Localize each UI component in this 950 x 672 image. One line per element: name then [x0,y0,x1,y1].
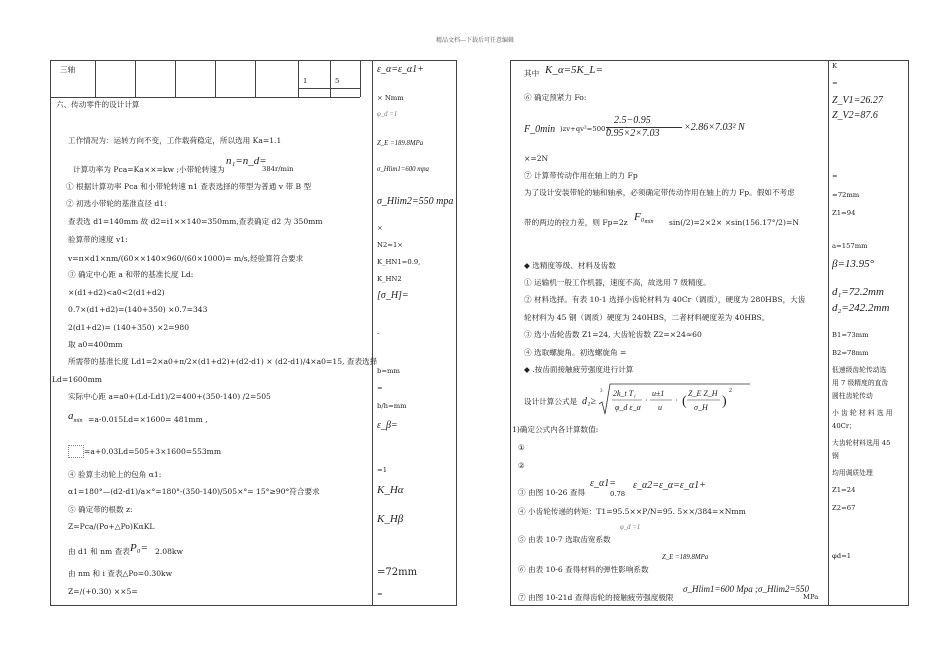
side-value: = [832,172,838,180]
table-cell-divider [175,60,176,97]
side-value: = [377,590,383,598]
side-value: Z1=24 [832,486,856,494]
body-line: 为了设计安装带轮的轴和轴承，必须确定带传动作用在轴上的力 Fp。假如不考虑 [524,188,795,197]
formula-paren-left: ( [682,394,687,409]
body-line: sin(/2)=2×2× ×sin(156.17°/2)=N [669,218,799,227]
side-value: σ_Hlim1=600 mpa [377,166,429,173]
body-line: ⑤ 确定带的根数 z: [68,505,133,514]
body-line: 其中 [524,69,540,78]
body-line: ① 根据计算功率 Pca 和小带轮转速 n1 查表选择的带型为普通 v 带 B 型 [66,182,312,191]
formula-root-index: 3 [600,389,603,394]
table-inner-line [298,88,360,89]
formula-exponent: 2 [729,388,732,394]
formula-num1: 2k_t T₁ [613,389,637,398]
body-line: 实际中心距 a=a0+(Ld-Ld1)/2=400+(350-140) /2=505 [68,392,271,401]
body-line: ×=2N [524,154,549,163]
side-value: K_Hβ [377,513,404,525]
section-heading: 六、传动零件的设计计算 [56,100,140,109]
side-value: σ_Hlim2=550 mpa [377,196,454,207]
body-line: 所需带的基准长度 Ld1=2×a0+π/2×(d1+d2)+(d2-d1) × (d2-d1)/4×a0=15, 查表选择 [68,357,378,366]
side-value: Z2=67 [832,504,856,512]
body-line: 计算功率为 Pca=Ka××=kw ;小带轮转速为 [73,165,225,174]
side-value: Z1=94 [832,209,856,217]
body-line: 工作情况为：运转方向不变，工作载荷稳定，所以选用 Ka=1.1 [68,136,282,145]
side-value: a=157mm [832,242,868,250]
formula-d1: d₁≥ [582,396,596,407]
side-value: B2=78mm [832,349,869,357]
side-value: K_HN1=0.9, [377,258,421,266]
body-line: v=π×d1×nm/(60××140×960/(60×1000)= m/s,经验算符合要求 [68,254,304,263]
formula-eps2: ε_α2=ε_α=ε_α1+ [633,480,706,491]
body-line: 轮材料为 45 钢（调质）硬度为 240HBS，二者材料硬度差为 40HBS。 [524,313,770,322]
body-line: 设计计算公式是 [524,397,578,406]
side-value: = [377,384,383,392]
formula-p0: P₀= [130,542,148,554]
table-cell-value: 5 [335,77,340,85]
formula-sigma-unit: MPa [803,593,819,601]
body-line: ⑥ 确定预紧力 Fo: [524,93,587,102]
body-line: Ld=1600mm [52,375,102,384]
side-value: 圆柱齿轮传动 [832,392,873,400]
side-value: φd=1 [832,552,852,560]
body-line: Z=/(+0.30) ××5= [68,587,138,596]
body-line: 384r/min [262,165,294,173]
right-column-divider [828,60,829,605]
side-value: 均用调质处理 [832,469,873,477]
side-value: =1 [377,466,388,474]
body-line: 查表选 d1=140mm 故 d2=i1××140=350mm,查表确定 d2 为 350mm [68,217,323,226]
table-row-label: 三轴 [60,65,76,74]
body-line: ◆ 选精度等级、材料及齿数 [524,261,616,270]
side-value: N2=1× [377,241,403,249]
formula-phi: φ_d =1 [620,524,641,531]
side-value: = [832,79,838,87]
side-value: 低速级齿轮传动选 [832,366,887,374]
side-value: φ_d =1 [377,111,398,118]
formula-fp: $F_0_{min}$ [634,211,654,226]
body-line: 由 nm 和 i 查表△Po=0.30kw [68,569,173,578]
side-value: b/h=mm [377,402,407,410]
body-line: ③ 确定中心距 a 和带的基准长度 Ld: [68,270,194,279]
formula-f0-tail: ×2.86×7.03² N [684,122,745,133]
table-cell-divider [135,60,136,97]
formula-den1: φ_d ε_α [615,403,641,412]
side-value: × Nmm [377,94,404,102]
body-line: =a+0.03Ld=505+3×1600=553mm [84,447,222,456]
formula-ze: Z_E =189.8MPa [662,554,709,561]
table-cell-divider [95,60,96,97]
side-value: K_HN2 [377,275,402,283]
body-line: ③ 由图 10-26 查得 [518,488,586,497]
table-cell-divider [298,60,299,97]
side-value: 用 7 级精度的直齿 [832,379,889,387]
body-line: ② 初选小带轮的基准直径 d1: [66,199,167,208]
formula-eps1-value: 0.78 [610,490,626,498]
body-line: ×(d1+d2)<a0<2(d1+d2) [68,288,165,297]
side-formula: ε_α=ε_α1+ [377,64,424,75]
body-line: =a-0.015Ld=×1600= 481mm , [88,415,208,424]
side-value: 钢 [832,452,839,460]
table-cell-divider [360,60,361,97]
body-line: ⑦ 由图 10-21d 查得齿轮的接触疲劳强度极限 [518,593,674,602]
table-row-bottom [50,97,360,98]
side-value: d₂=242.2mm [832,302,890,314]
side-value: ε_β= [377,420,398,431]
formula-den2: u [658,403,662,412]
body-line: 带的两边的拉力差，则 Fp=2z [524,218,628,227]
side-value: K_Hα [377,484,404,496]
body-line: 由 d1 和 nm 查表 [68,547,130,556]
body-line: ① [518,443,525,452]
body-line: ① 运输机一般工作机器，速度不高，故选用 7 级精度。 [524,278,711,287]
formula-paren-right: ) [722,394,727,409]
side-value: K [832,62,838,70]
formula-n1: n₁=n_d= [226,155,267,167]
body-line: Z=Pca/(Po+△Po)KαKL [68,522,155,531]
table-cell-divider [255,60,256,97]
side-value: b=mm [377,367,400,375]
body-line: 2(d1+d2)= (140+350) ×2=980 [68,323,190,332]
side-value: β=13.95° [832,258,875,270]
side-value: - [377,329,380,337]
side-value: 大齿轮材料选用 45 [832,439,891,447]
body-line: ④ 验算主动轮上的包角 α1: [68,470,162,479]
formula-f0min: F_0min [524,124,556,135]
body-line: ④ 小齿轮传递的转矩：T1=95.5××P/N=95. 5××/384=×Nmm [518,507,746,516]
body-line: ② 材料选择。有表 10-1 选择小齿轮材料为 40Cr（调质），硬度为 280HBS，大齿 [524,295,806,304]
equation-image-icon [68,445,84,458]
side-value: =72mm [377,567,418,578]
body-line: ⑤ 由表 10-7 选取齿宽系数 [518,535,611,544]
formula-num3: Z_E Z_H [688,389,718,398]
left-column-divider [372,60,373,605]
body-line: 验算带的速度 v1: [68,235,128,244]
formula-eps1: ε_α1= [590,478,616,489]
table-cell-divider [330,60,331,97]
body-line: ② [518,461,525,470]
side-value: Z_E =189.8MPa [377,140,424,147]
side-value: [σ_H]= [377,290,409,301]
side-value: 40Cr； [832,422,856,430]
side-value: Z_V1=26.27 [832,95,883,106]
formula-sigma: σ_Hlim1=600 Mpa ;σ_Hlim2=550 [683,584,810,594]
side-value: 小 齿 轮 材 料 选 用 [832,409,893,417]
body-line: 取 a0=400mm [68,340,123,349]
body-line: 1)确定公式内各计算数值: [512,425,599,434]
formula-k-alpha: K_α=5K_L= [545,64,603,76]
side-value: =72mm [832,191,860,199]
formula-den3: σ_H [694,403,708,412]
formula-a-min: $a_{min}$ [68,410,83,425]
formula-f0-expr: )zv+qv²=500× [560,125,612,133]
side-value: × [377,224,383,232]
side-value: d₁=72.2mm [832,286,884,298]
side-value: Z_V2=87.6 [832,110,878,121]
body-line: α1=180°—(d2-d1)/a×°=180°-(350-140)/505×°= 15°≥90°符合要求 [68,487,320,496]
body-line: ⑥ 由表 10-6 查得材料的弹性影响系数 [518,565,649,574]
formula-dot: · [645,396,648,405]
body-line: 0.7×(d1+d2)=(140+350) ×0.7=343 [68,305,208,314]
body-line: 2.08kw [155,547,184,556]
formula-fraction-numerator: 2.5−0.95 [614,115,651,126]
body-line: ③ 选小齿轮齿数 Z1=24, 大齿轮齿数 Z2=×24≈60 [524,330,702,339]
page-header: 精品文档---下载后可任意编辑 [435,37,515,44]
formula-dot: · [675,396,678,405]
formula-fraction-denominator: 0.95×2×7.03 [606,128,660,139]
design-formula-graphic [580,380,755,420]
body-line: ④ 选取螺旋角。初选螺旋角 = [524,348,627,357]
table-cell-value: 1 [303,77,308,85]
table-cell-divider [215,60,216,97]
body-line: ◆ .按齿面接触疲劳强度进行计算 [524,365,634,374]
body-line: ⑦ 计算带传动作用在轴上的力 Fp [524,171,638,180]
side-value: B1=73mm [832,331,869,339]
formula-num2: u±1 [652,389,665,398]
